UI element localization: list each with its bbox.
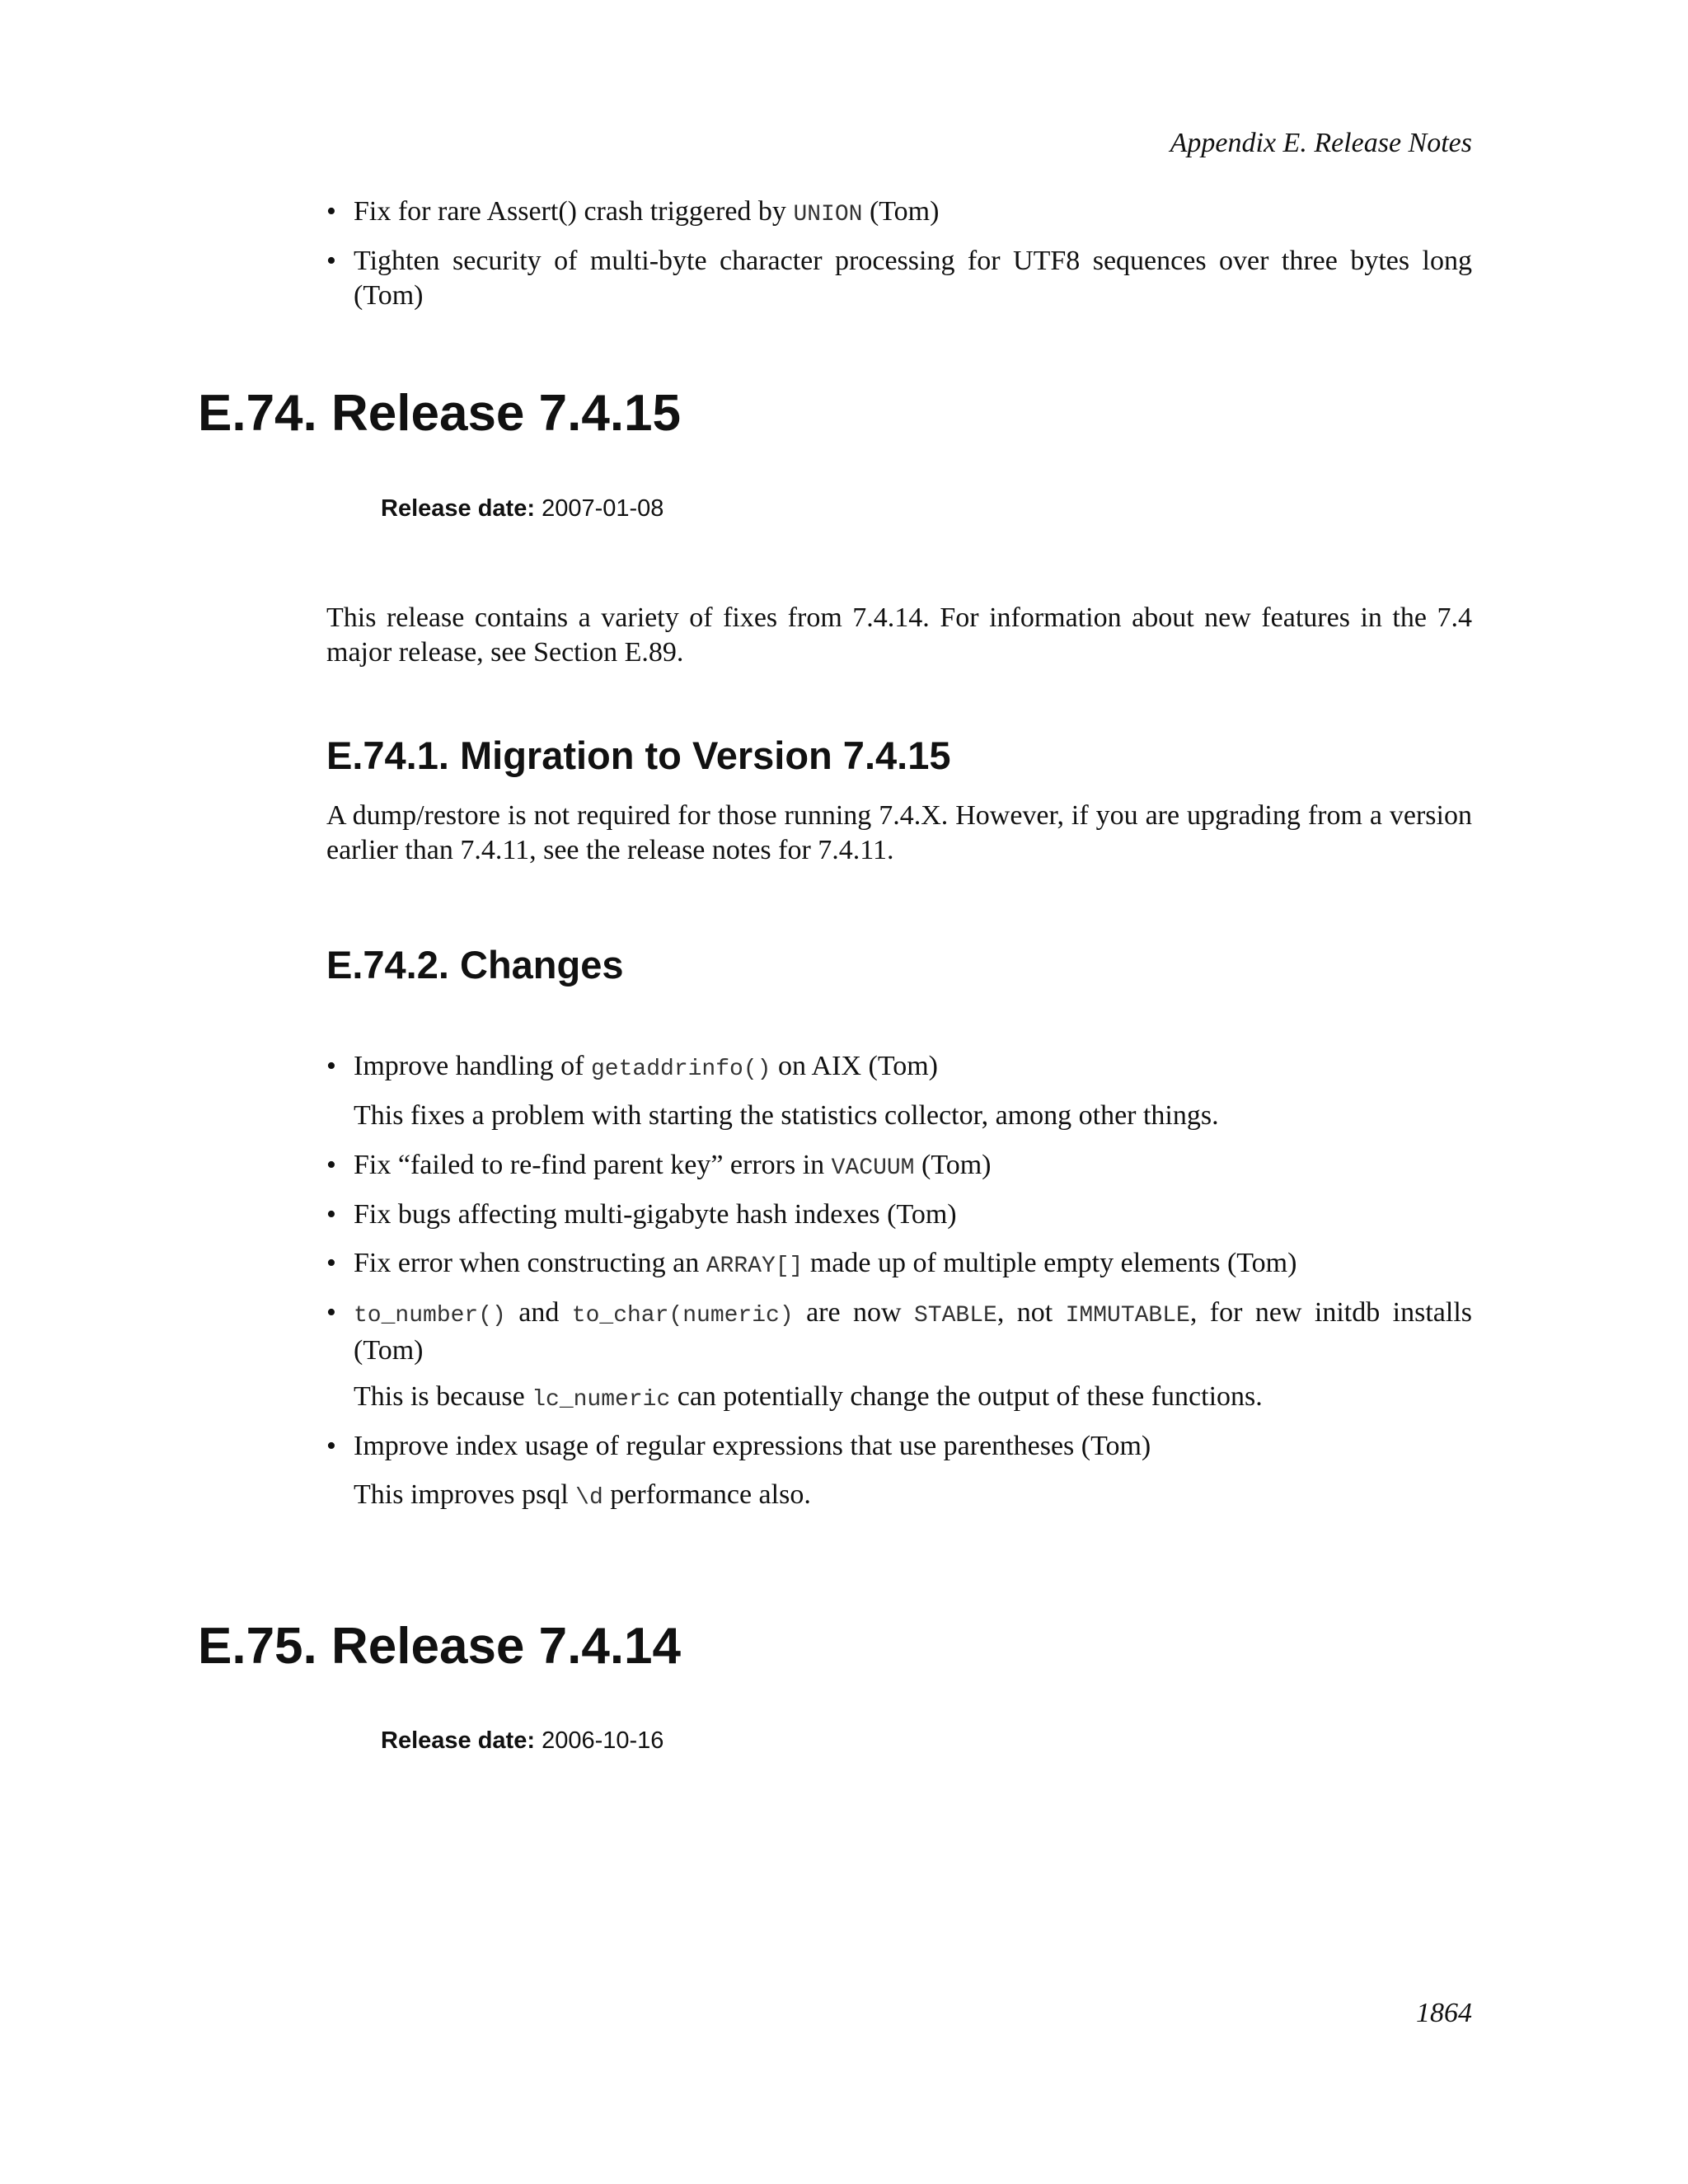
code-literal: ARRAY[] bbox=[706, 1254, 804, 1279]
item-text: (Tom) bbox=[862, 196, 940, 227]
item-text: Fix “failed to re-find parent key” errors in bbox=[354, 1150, 832, 1180]
item-text: and bbox=[505, 1297, 572, 1328]
note-text: performance also. bbox=[603, 1479, 811, 1510]
bullet-icon: • bbox=[326, 1248, 336, 1278]
list-item bbox=[326, 1148, 1472, 1186]
bullet-icon: • bbox=[326, 196, 336, 227]
code-literal: VACUUM bbox=[831, 1155, 915, 1181]
item-note bbox=[354, 1380, 1472, 1418]
item-text: , not bbox=[996, 1297, 1066, 1328]
list-item bbox=[326, 1296, 1472, 1368]
bullet-icon: • bbox=[326, 1431, 336, 1461]
item-text: on AIX (Tom) bbox=[771, 1051, 938, 1081]
code-literal: UNION bbox=[793, 202, 863, 227]
migration-text: A dump/restore is not required for those running 7.4.X. However, if you are upgrading from a version earlier than 7.4.11, see the release notes for 7.4.11. bbox=[326, 800, 1472, 865]
code-literal: IMMUTABLE bbox=[1065, 1303, 1190, 1329]
bullet-icon: • bbox=[326, 1297, 336, 1328]
item-text: (Tom) bbox=[914, 1150, 992, 1180]
list-item bbox=[326, 1246, 1472, 1284]
bullet-icon: • bbox=[326, 1199, 336, 1230]
note-text: can potentially change the output of these functions. bbox=[670, 1381, 1263, 1412]
item-text: Fix bugs affecting multi-gigabyte hash indexes (Tom) bbox=[354, 1199, 957, 1230]
item-text: Fix for rare Assert() crash triggered by bbox=[354, 196, 794, 227]
note-text: This is because bbox=[354, 1381, 532, 1412]
release-date bbox=[381, 1726, 663, 1755]
item-text: Fix error when constructing an bbox=[354, 1248, 706, 1278]
running-header: Appendix E. Release Notes bbox=[1170, 128, 1472, 158]
list-item bbox=[326, 1049, 1472, 1087]
bullet-icon: • bbox=[326, 246, 336, 276]
subsection-heading-changes: E.74.2. Changes bbox=[326, 943, 624, 987]
page-number: 1864 bbox=[1416, 1998, 1472, 2028]
item-text: Tighten security of multi-byte character processing for UTF8 sequences over three bytes long (Tom) bbox=[354, 246, 1472, 311]
code-literal: to_char(numeric) bbox=[571, 1303, 794, 1329]
code-literal: getaddrinfo() bbox=[591, 1057, 771, 1082]
section-heading-e75: E.75. Release 7.4.14 bbox=[198, 1618, 682, 1675]
item-text: made up of multiple empty elements (Tom) bbox=[803, 1248, 1297, 1278]
list-item bbox=[326, 1429, 1472, 1464]
release-date-value: 2007-01-08 bbox=[542, 495, 664, 522]
release-date-label: Release date: bbox=[381, 1727, 535, 1754]
bullet-icon: • bbox=[326, 1051, 336, 1081]
bullet-icon: • bbox=[326, 1150, 336, 1180]
list-item bbox=[326, 194, 1472, 232]
note-text: This improves psql bbox=[354, 1479, 576, 1510]
item-text: Improve handling of bbox=[354, 1051, 591, 1081]
list-item bbox=[326, 244, 1472, 313]
code-literal: \d bbox=[575, 1485, 603, 1511]
code-literal: to_number() bbox=[354, 1303, 506, 1329]
release-date-value: 2006-10-16 bbox=[542, 1727, 664, 1754]
subsection-heading-migration: E.74.1. Migration to Version 7.4.15 bbox=[326, 733, 951, 777]
code-literal: STABLE bbox=[913, 1303, 997, 1329]
item-text: , for new initdb installs (Tom) bbox=[354, 1297, 1473, 1366]
section-heading-e74: E.74. Release 7.4.15 bbox=[198, 385, 682, 442]
item-text: Improve index usage of regular expressions that use parentheses (Tom) bbox=[354, 1431, 1151, 1461]
list-item bbox=[326, 1197, 1472, 1232]
item-text: are now bbox=[793, 1297, 914, 1328]
section-intro: This release contains a variety of fixes from 7.4.14. For information about new features in the 7.4 major release, see Section E.89. bbox=[326, 602, 1472, 668]
code-literal: lc_numeric bbox=[532, 1387, 671, 1413]
release-date-label: Release date: bbox=[381, 495, 535, 522]
item-note bbox=[354, 1478, 1472, 1516]
item-note: This fixes a problem with starting the statistics collector, among other things. bbox=[354, 1100, 1219, 1131]
release-date bbox=[381, 494, 663, 523]
